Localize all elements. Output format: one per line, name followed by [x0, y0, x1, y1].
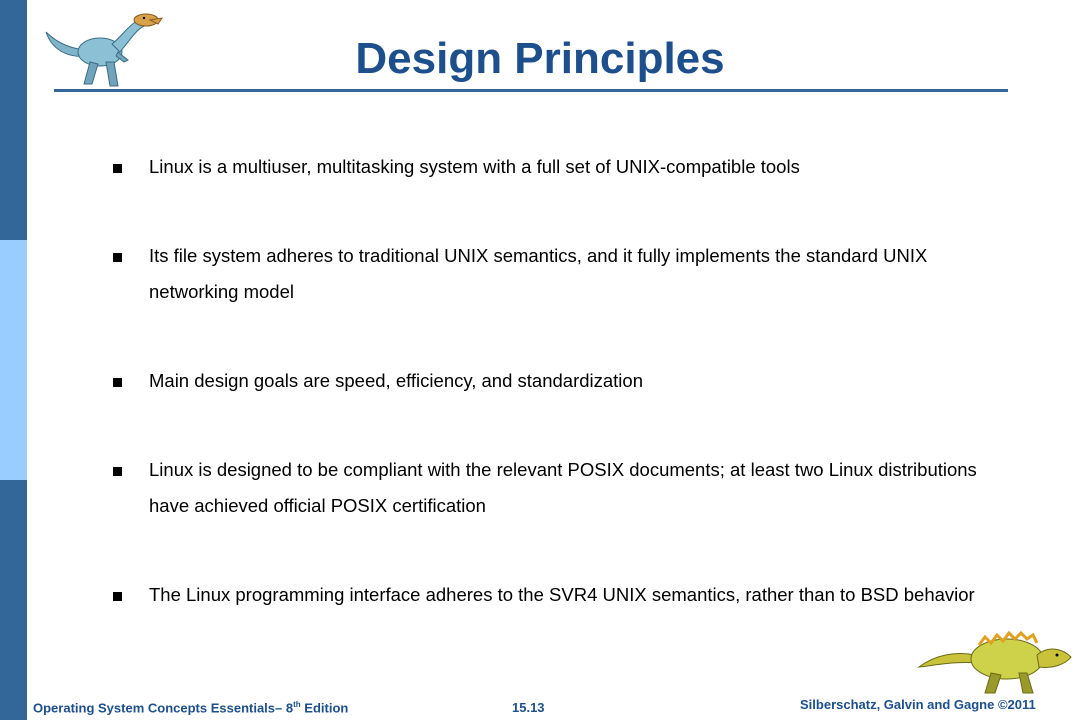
footer-book-title [33, 700, 348, 715]
bullet-text: Its file system adheres to traditional UNIX semantics, and it fully implements the standard UNIX networking model [149, 245, 928, 302]
bullet-icon [113, 467, 122, 476]
dinosaur-icon [38, 6, 166, 90]
left-stripe-top [0, 0, 27, 240]
footer-book-sup: th [293, 700, 301, 709]
bullet-icon [113, 378, 122, 387]
footer-copyright: Silberschatz, Galvin and Gagne ©2011 [800, 697, 1036, 712]
footer-book-prefix: Operating System Concepts Essentials– 8 [33, 700, 294, 716]
bullet-icon [113, 164, 122, 173]
page-title: Design Principles [355, 34, 725, 83]
bullet-icon [113, 253, 122, 262]
dinosaur-icon [915, 615, 1075, 695]
bullet-text: Linux is a multiuser, multitasking system with a full set of UNIX-compatible tools [149, 156, 800, 177]
footer-page-number: 15.13 [512, 700, 545, 715]
left-stripe-bottom [0, 480, 27, 720]
bullet-text: Main design goals are speed, efficiency, and standardization [149, 370, 643, 391]
bullet-text: Linux is designed to be compliant with the relevant POSIX documents; at least two Linux distributions have achieved official POSIX certification [149, 459, 977, 516]
bullet-text: The Linux programming interface adheres to the SVR4 UNIX semantics, rather than to BSD behavior [149, 584, 975, 605]
bullet-icon [113, 592, 122, 601]
title-divider [54, 89, 1008, 92]
left-stripe-middle [0, 240, 27, 480]
footer-book-suffix: Edition [300, 700, 349, 716]
